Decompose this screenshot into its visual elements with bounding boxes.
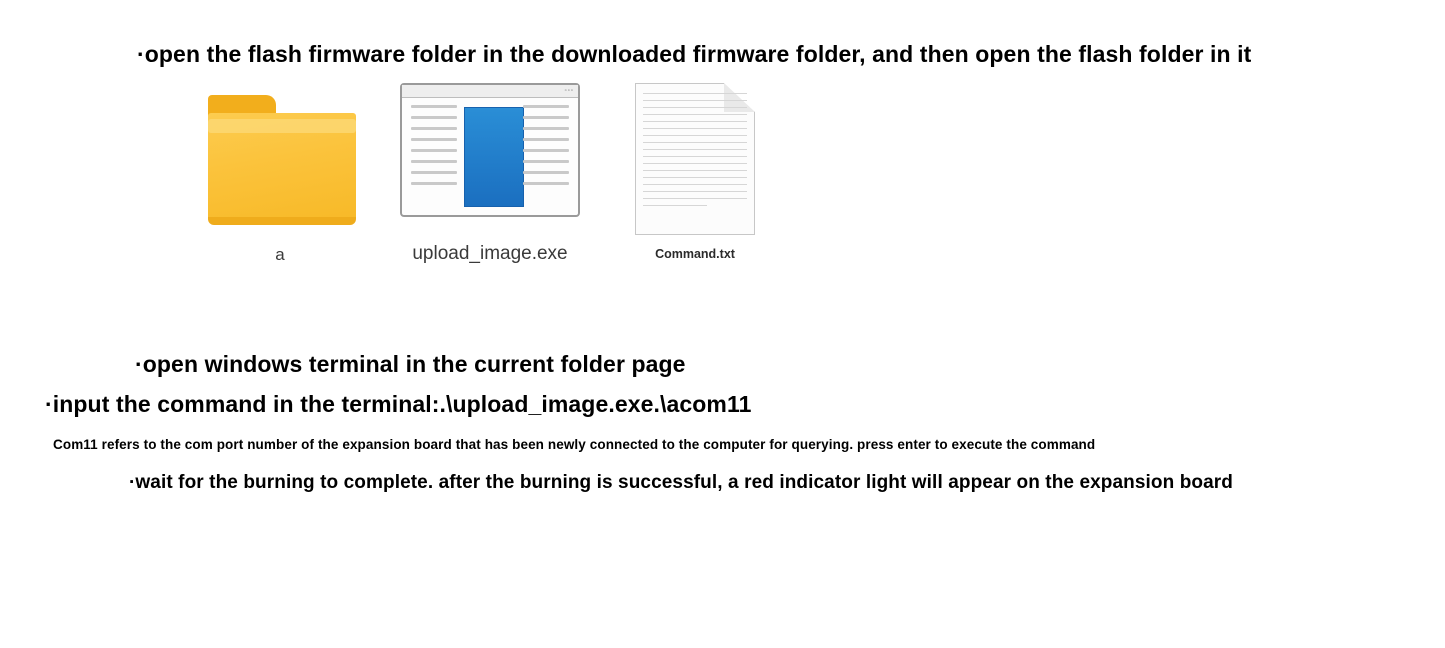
instruction-line-1: ·open the flash firmware folder in the downloaded firmware folder, and then open the flash folder in it bbox=[137, 41, 1252, 67]
window-titlebar-shape bbox=[402, 85, 578, 98]
instruction-line-3: ·input the command in the terminal:.\upload_image.exe.\acom11 bbox=[45, 391, 752, 417]
file-item-folder[interactable] bbox=[190, 84, 370, 265]
blue-panel-shape bbox=[464, 107, 524, 207]
file-item-label: a bbox=[275, 245, 285, 264]
folder-lip-shape bbox=[208, 119, 356, 133]
file-item-label: Command.txt bbox=[655, 247, 735, 261]
text-lines-left-shape bbox=[411, 105, 457, 193]
folder-icon bbox=[200, 89, 360, 225]
instruction-line-4: ·wait for the burning to complete. after the burning is successful, a red indicator light will appear on the expansion board bbox=[129, 472, 1233, 493]
instruction-note: Com11 refers to the com port number of the expansion board that has been newly connected to the computer for querying. press enter to execute the command bbox=[53, 437, 1096, 452]
text-lines-right-shape bbox=[523, 105, 569, 193]
file-item-textfile[interactable] bbox=[615, 83, 775, 261]
text-file-icon bbox=[635, 83, 755, 235]
folder-base-shape bbox=[208, 217, 356, 225]
instruction-line-2: ·open windows terminal in the current folder page bbox=[135, 351, 686, 377]
file-item-label: upload_image.exe bbox=[412, 243, 568, 264]
file-item-executable[interactable] bbox=[390, 83, 590, 268]
application-exe-icon bbox=[400, 83, 580, 217]
window-controls-shape: ▫▫▫ bbox=[564, 88, 574, 94]
paper-lines-shape bbox=[643, 93, 747, 212]
file-explorer-icon-row bbox=[0, 84, 1445, 324]
